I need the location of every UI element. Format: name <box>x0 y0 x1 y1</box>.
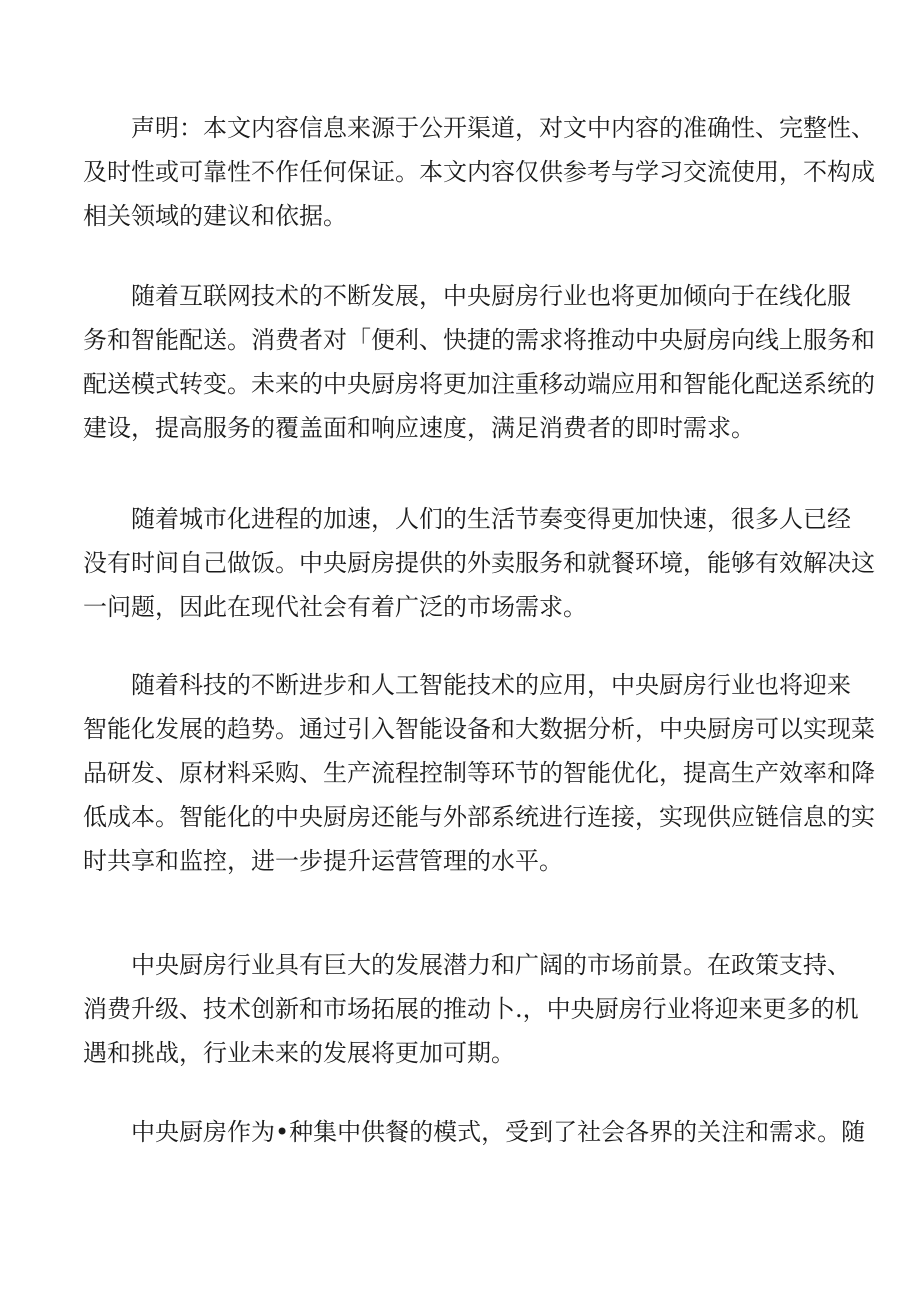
text-line: 遇和挑战，行业未来的发展将更加可期。 <box>83 1039 515 1067</box>
text-line: 智能化发展的趋势。通过引入智能设备和大数据分析，中央厨房可以实现菜 <box>83 715 875 743</box>
text-line: 及时性或可靠性不作任何保证。本文内容仅供参考与学习交流使用，不构成 <box>83 158 875 186</box>
text-line: 相关领域的建议和依据。 <box>83 202 347 230</box>
text-line: 随着城市化进程的加速，人们的生活节奏变得更加快速，很多人已经 <box>131 505 851 533</box>
paragraph-urbanization <box>83 497 875 629</box>
text-line: 消费升级、技术创新和市场拓展的推动卜.，中央厨房行业将迎来更多的机 <box>83 995 859 1023</box>
text-line: 建设，提高服务的覆盖面和响应速度，满足消费者的即时需求。 <box>83 414 755 442</box>
paragraph-online-service <box>83 274 875 450</box>
text-line: 没有时间自己做饭。中央厨房提供的外卖服务和就餐环境，能够有效解决这 <box>83 549 875 577</box>
text-line: 务和智能配送。消费者对「便利、快捷的需求将推动中央厨房向线上服务和 <box>83 326 875 354</box>
text-line: 低成本。智能化的中央厨房还能与外部系统进行连接，实现供应链信息的实 <box>83 803 875 831</box>
paragraph-prospects <box>83 943 859 1075</box>
text-line: 品研发、原材料采购、生产流程控制等环节的智能优化，提高生产效率和降 <box>83 759 875 787</box>
text-line: 声明：本文内容信息来源于公开渠道，对文中内容的准确性、完整性、 <box>131 114 875 142</box>
text-line: 中央厨房作为•种集中供餐的模式，受到了社会各界的关注和需求。随 <box>131 1118 866 1146</box>
text-line: 中央厨房行业具有巨大的发展潜力和广阔的市场前景。在政策支持、 <box>131 951 851 979</box>
text-line: 一问题，因此在现代社会有着广泛的市场需求。 <box>83 593 587 621</box>
disclaimer-paragraph <box>83 106 875 238</box>
paragraph-centralized-supply <box>83 1110 866 1154</box>
text-line: 时共享和监控，进一步提升运营管理的水平。 <box>83 847 563 875</box>
paragraph-intelligence <box>83 663 875 883</box>
text-line: 随着科技的不断进步和人工智能技术的应用，中央厨房行业也将迎来 <box>131 671 851 699</box>
text-line: 随着互联网技术的不断发展，中央厨房行业也将更加倾向于在线化服 <box>131 282 851 310</box>
text-line: 配送模式转变。未来的中央厨房将更加注重移动端应用和智能化配送系统的 <box>83 370 875 398</box>
